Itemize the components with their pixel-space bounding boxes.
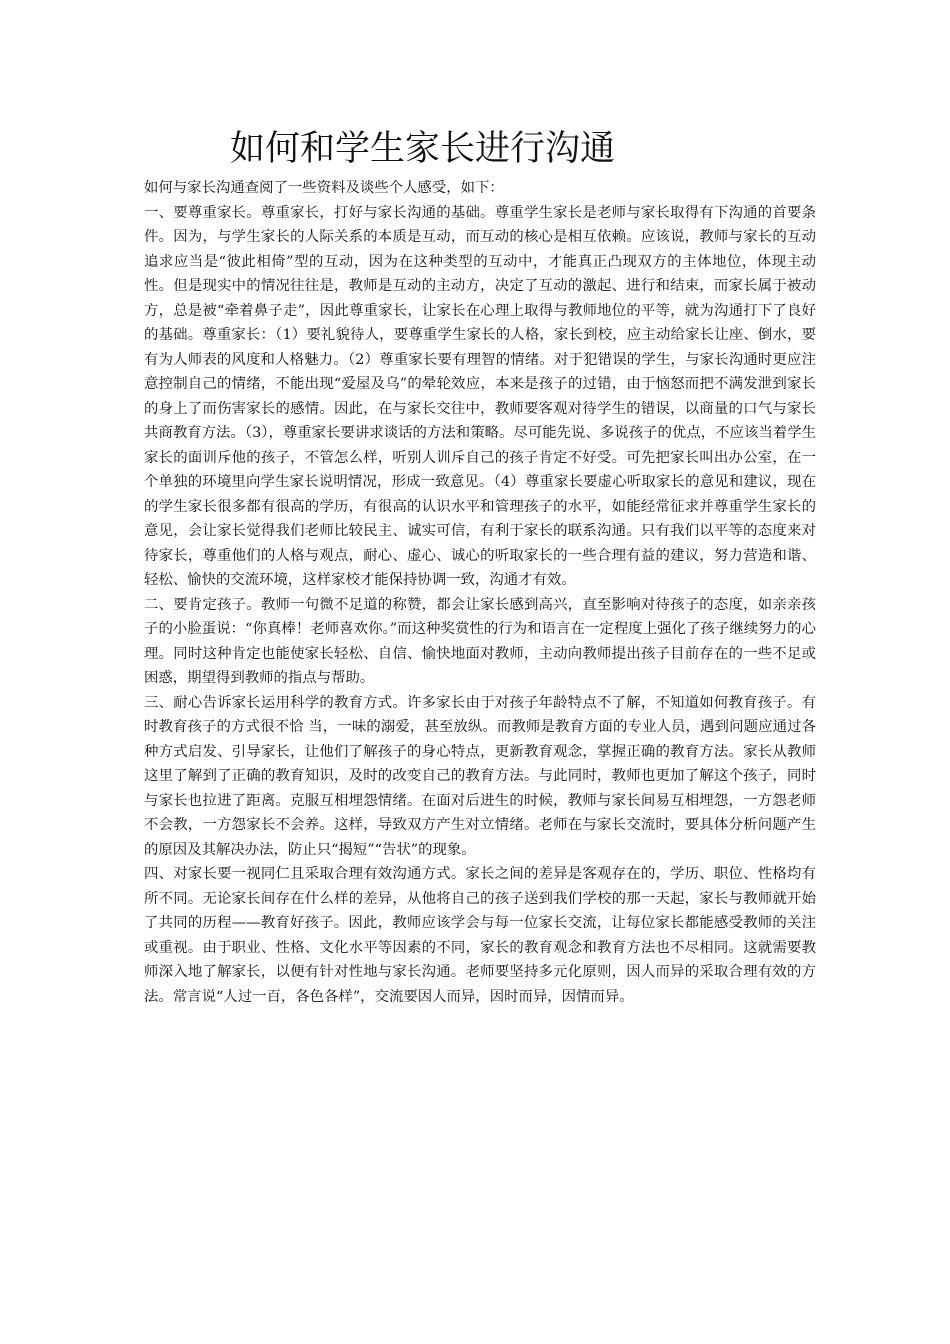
document-title: 如何和学生家长进行沟通 (230, 129, 616, 169)
document-body (144, 176, 816, 1009)
paragraph-respect-parents: 一、要尊重家长。尊重家长，打好与家长沟通的基础。尊重学生家长是老师与家长取得有下沟通的首要条件。因为，与学生家长的人际关系的本质是互动，而互动的核心是相互依赖。应该说，教师与家长的互动追求应当是“彼此相倚”型的互动，因为在这种类型的互动中，才能真正凸现双方的主体地位，体现主动性。但是现实中的情况往往是，教师是互动的主动方，决定了互动的激起、进行和结束，而家长属于被动方，总是被“牵着鼻子走”，因此尊重家长，让家长在心理上取得与教师地位的平等，就为沟通打下了良好的基础。尊重家长：（1）要礼貌待人，要尊重学生家长的人格，家长到校，应主动给家长让座、倒水，要有为人师表的风度和人格魅力。（2）尊重家长要有理智的情绪。对于犯错误的学生，与家长沟通时更应注意控制自己的情绪，不能出现“爱屋及乌”的晕轮效应，本来是孩子的过错，由于恼怒而把不满发泄到家长的身上了而伤害家长的感情。因此，在与家长交往中，教师要客观对待学生的错误，以商量的口气与家长共商教育方法。（3），尊重家长要讲求谈话的方法和策略。尽可能先说、多说孩子的优点，不应该当着学生家长的面训斥他的孩子，不管怎么样，听别人训斥自己的孩子肯定不好受。可先把家长叫出办公室，在一个单独的环境里向学生家长说明情况，形成一致意见。（4）尊重家长要虚心听取家长的意见和建议，现在的学生家长很多都有很高的学历，有很高的认识水平和管理孩子的水平，如能经常征求并尊重学生家长的意见，会让家长觉得我们老师比较民主、诚实可信，有利于家长的联系沟通。只有我们以平等的态度来对待家长，尊重他们的人格与观点，耐心、虚心、诚心的听取家长的一些合理有益的建议，努力营造和谐、轻松、愉快的交流环境，这样家校才能保持协调一致，沟通才有效。 (144, 204, 816, 588)
paragraph-scientific-education: 三、耐心告诉家长运用科学的教育方式。许多家长由于对孩子年龄特点不了解，不知道如何教育孩子。有时教育孩子的方式很不恰 当，一味的溺爱，甚至放纵。而教师是教育方面的专业人员，遇到问题应通过各种方式启发、引导家长，让他们了解孩子的身心特点，更新教育观念，掌握正确的教育方法。家长从教师这里了解到了正确的教育知识，及时的改变自己的教育方法。与此同时，教师也更加了解这个孩子，同时与家长也拉进了距离。克服互相埋怨情绪。在面对后进生的时候，教师与家长间易互相埋怨，一方怨老师不会教，一方怨家长不会养。这样，导致双方产生对立情绪。老师在与家长交流时，要具体分析问题产生的原因及其解决办法，防止只“揭短”“告状”的现象。 (144, 694, 816, 858)
paragraph-treat-equally: 四、对家长要一视同仁且采取合理有效沟通方式。家长之间的差异是客观存在的，学历、职位、性格均有所不同。无论家长间存在什么样的差异，从他将自己的孩子送到我们学校的那一天起，家长与教师就开始了共同的历程——教育好孩子。因此，教师应该学会与每一位家长交流，让每位家长都能感受教师的关注或重视。由于职业、性格、文化水平等因素的不同，家长的教育观念和教育方法也不尽相同。这就需要教师深入地了解家长，以便有针对性地与家长沟通。老师要坚持多元化原则，因人而异的采取合理有效的方法。常言说“人过一百，各色各样”，交流要因人而异，因时而异，因情而异。 (144, 866, 816, 1005)
paragraph-affirm-children: 二、要肯定孩子。教师一句微不足道的称赞，都会让家长感到高兴，直至影响对待孩子的态度，如亲亲孩子的小脸蛋说：“你真棒！老师喜欢你。”而这种奖赏性的行为和语言在一定程度上强化了孩子继续努力的心理。同时这种肯定也能使家长轻松、自信、愉快地面对教师，主动向教师提出孩子目前存在的一些不足或困惑，期望得到教师的指点与帮助。 (144, 596, 816, 686)
paragraph-intro: 如何与家长沟通查阅了一些资料及谈些个人感受，如下： (144, 180, 504, 196)
